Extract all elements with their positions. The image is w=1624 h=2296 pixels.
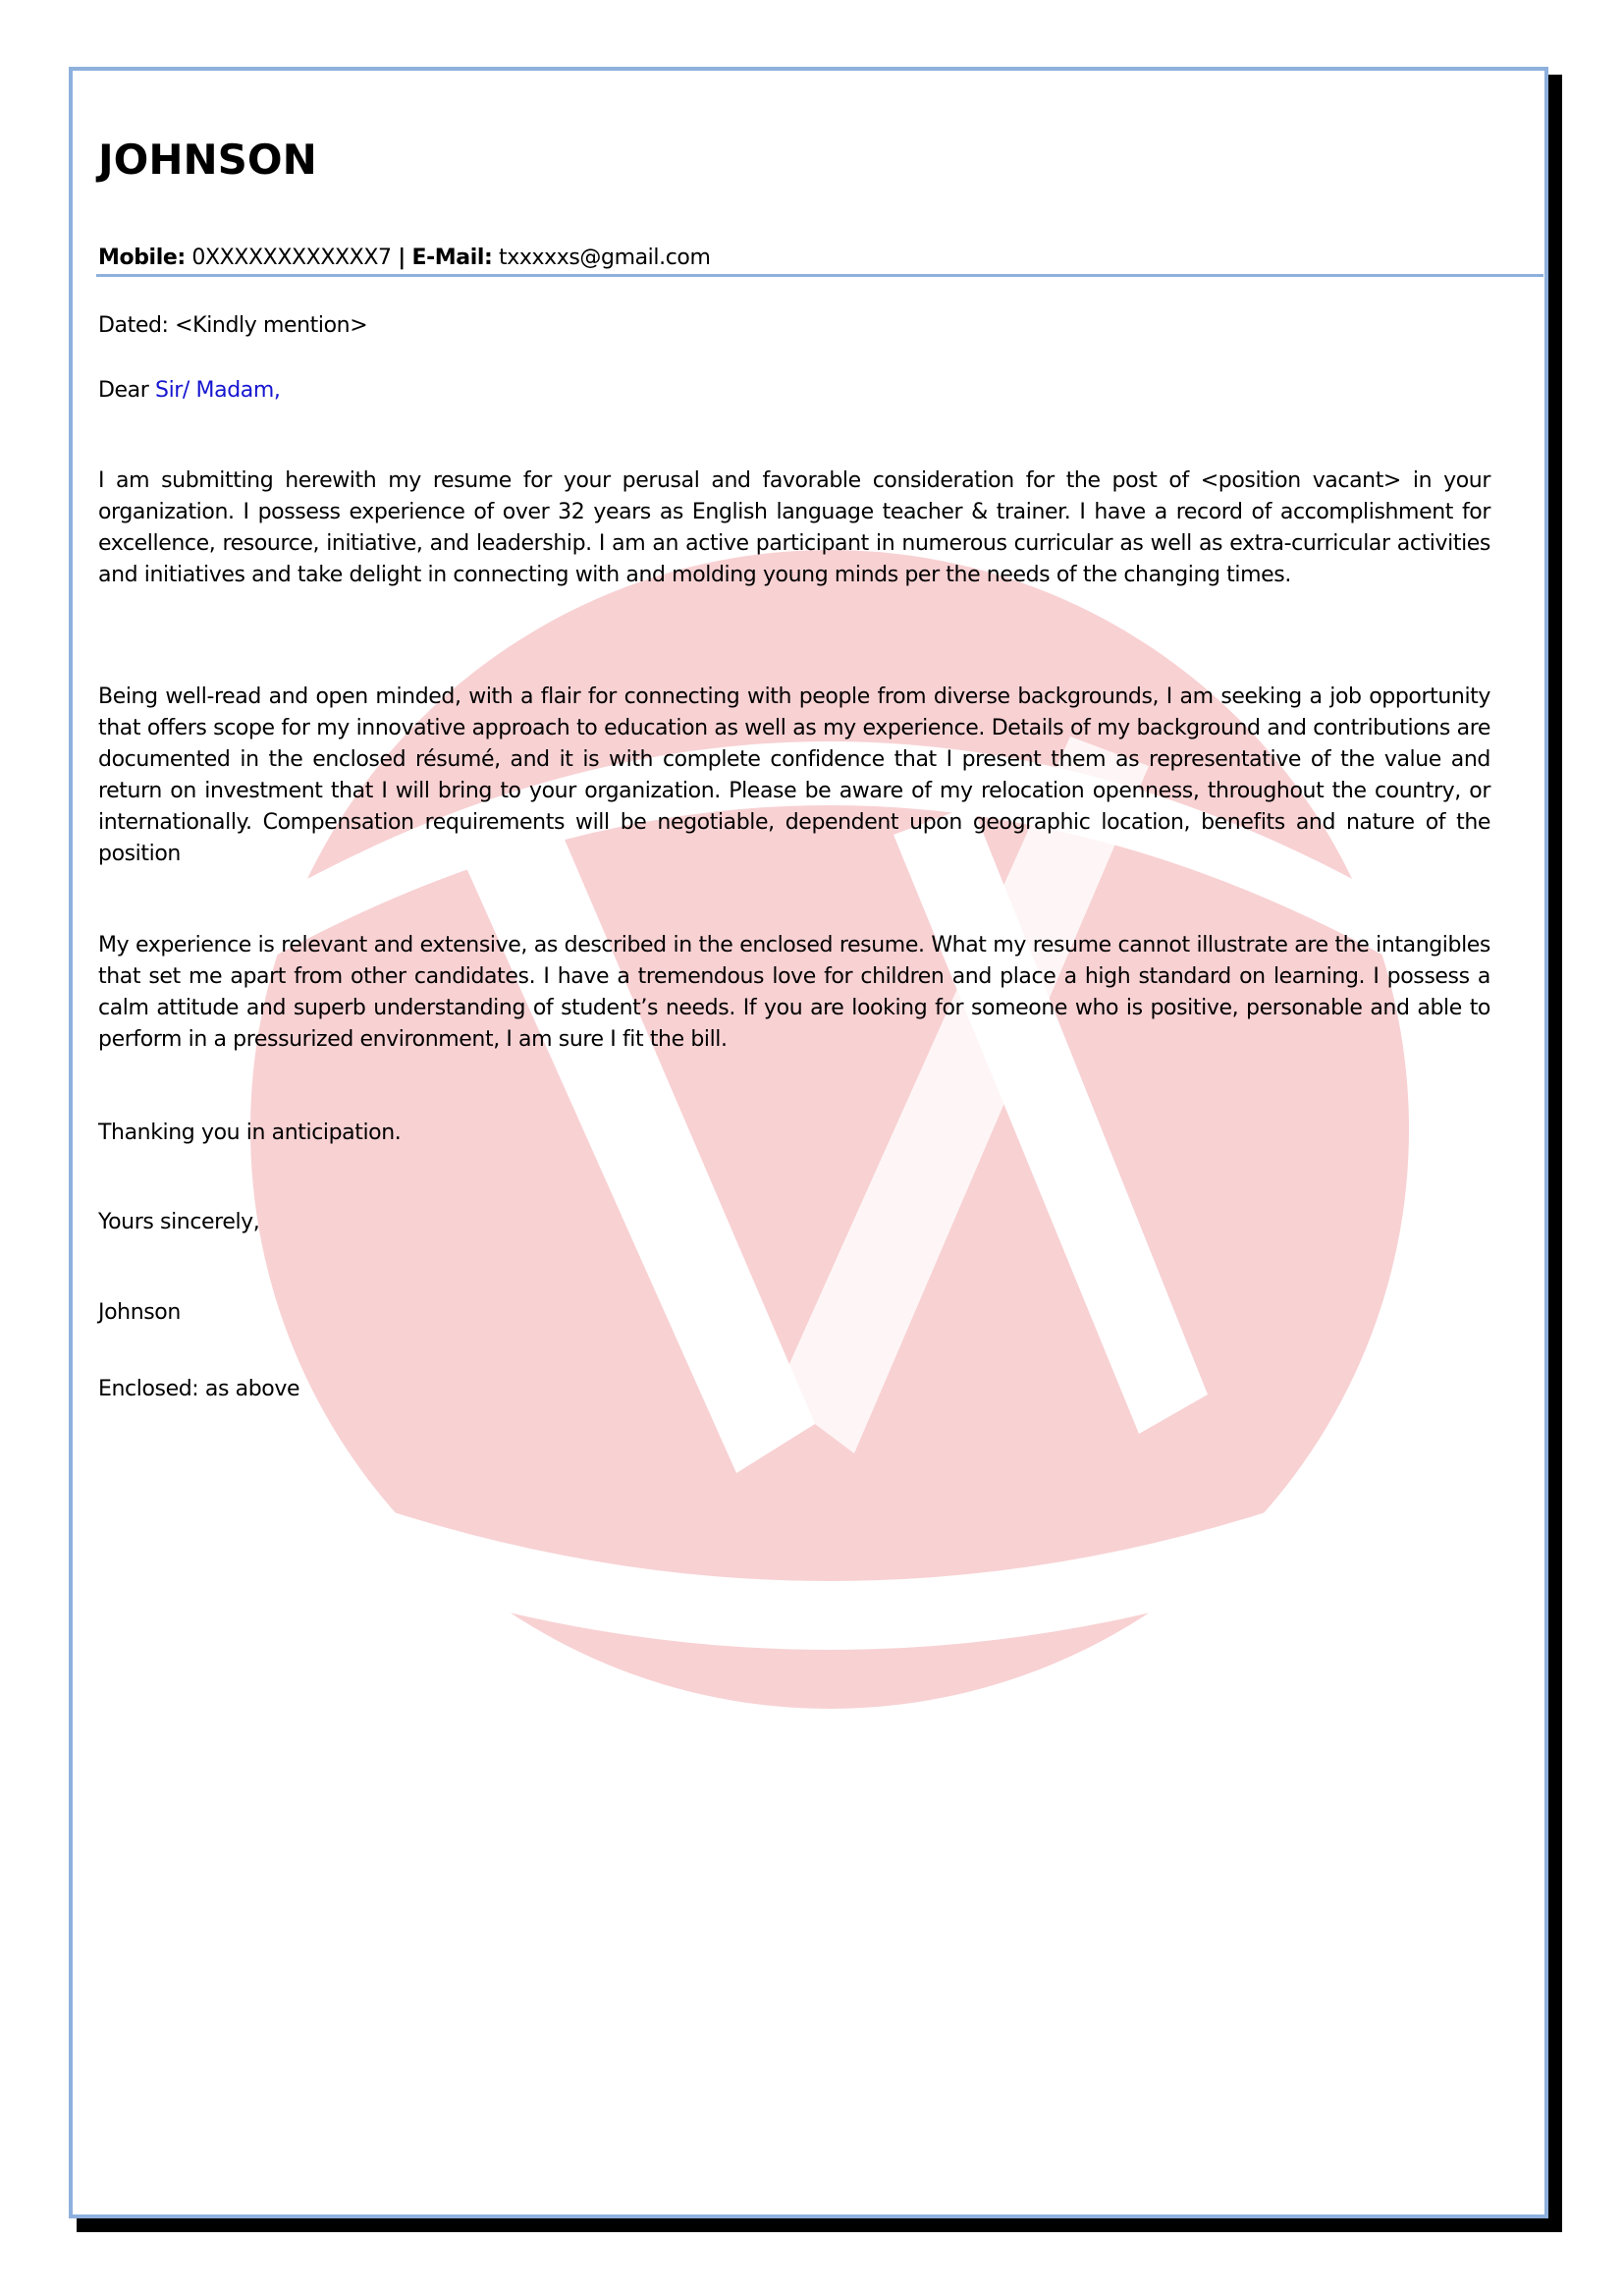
mobile-label: Mobile:	[98, 246, 186, 270]
salutation-greeting: Dear	[98, 378, 149, 403]
date-line: Dated: <Kindly mention>	[98, 313, 368, 338]
header-divider	[96, 274, 1543, 277]
applicant-name: JOHNSON	[98, 136, 317, 184]
mobile-number: 0XXXXXXXXXXXX7	[191, 246, 392, 270]
body-paragraph-2: Being well-read and open minded, with a flair for connecting with people from diverse backgrounds, I am seeking a job opportunity that offers scope for my innovative approach to education as well as my experience. Details of my background and contributions are documented in the enclosed résumé, and it is with complete confidence that I present them as representative of the value and return on investment that I will bring to your organization. Please be aware of my relocation openness, throughout the country, or internationally. Compensation requirements will be negotiable, dependent upon geographic location, benefits and nature of the position	[98, 684, 1490, 866]
email-label: E-Mail:	[411, 246, 493, 270]
salutation-recipient: Sir/ Madam,	[155, 378, 281, 403]
body-paragraph-3: My experience is relevant and extensive, as described in the enclosed resume. What my resume cannot illustrate are the intangibles that set me apart from other candidates. I have a tremendous love for children and place a high standard on learning. I possess a calm attitude and superb understanding of student’s needs. If you are looking for someone who is positive, personable and able to perform in a pressurized environment, I am sure I fit the bill.	[98, 933, 1490, 1052]
email-address[interactable]: txxxxxs@gmail.com	[499, 246, 711, 270]
body-paragraph-1: I am submitting herewith my resume for your perusal and favorable consideration for the post of <position vacant> in your organization. I possess experience of over 32 years as English language teacher & trainer. I have a record of accomplishment for excellence, resource, initiative, and leadership. I am an active participant in numerous curricular as well as extra-curricular activities and initiatives and take delight in connecting with and molding young minds per the needs of the changing times.	[98, 468, 1490, 587]
salutation	[98, 375, 280, 407]
signature-name: Johnson	[98, 1300, 181, 1325]
closing-line: Yours sincerely,	[98, 1210, 260, 1234]
contact-separator: |	[398, 246, 406, 270]
enclosure-line: Enclosed: as above	[98, 1377, 300, 1401]
thanks-line: Thanking you in anticipation.	[98, 1121, 402, 1145]
contact-line	[98, 243, 710, 274]
